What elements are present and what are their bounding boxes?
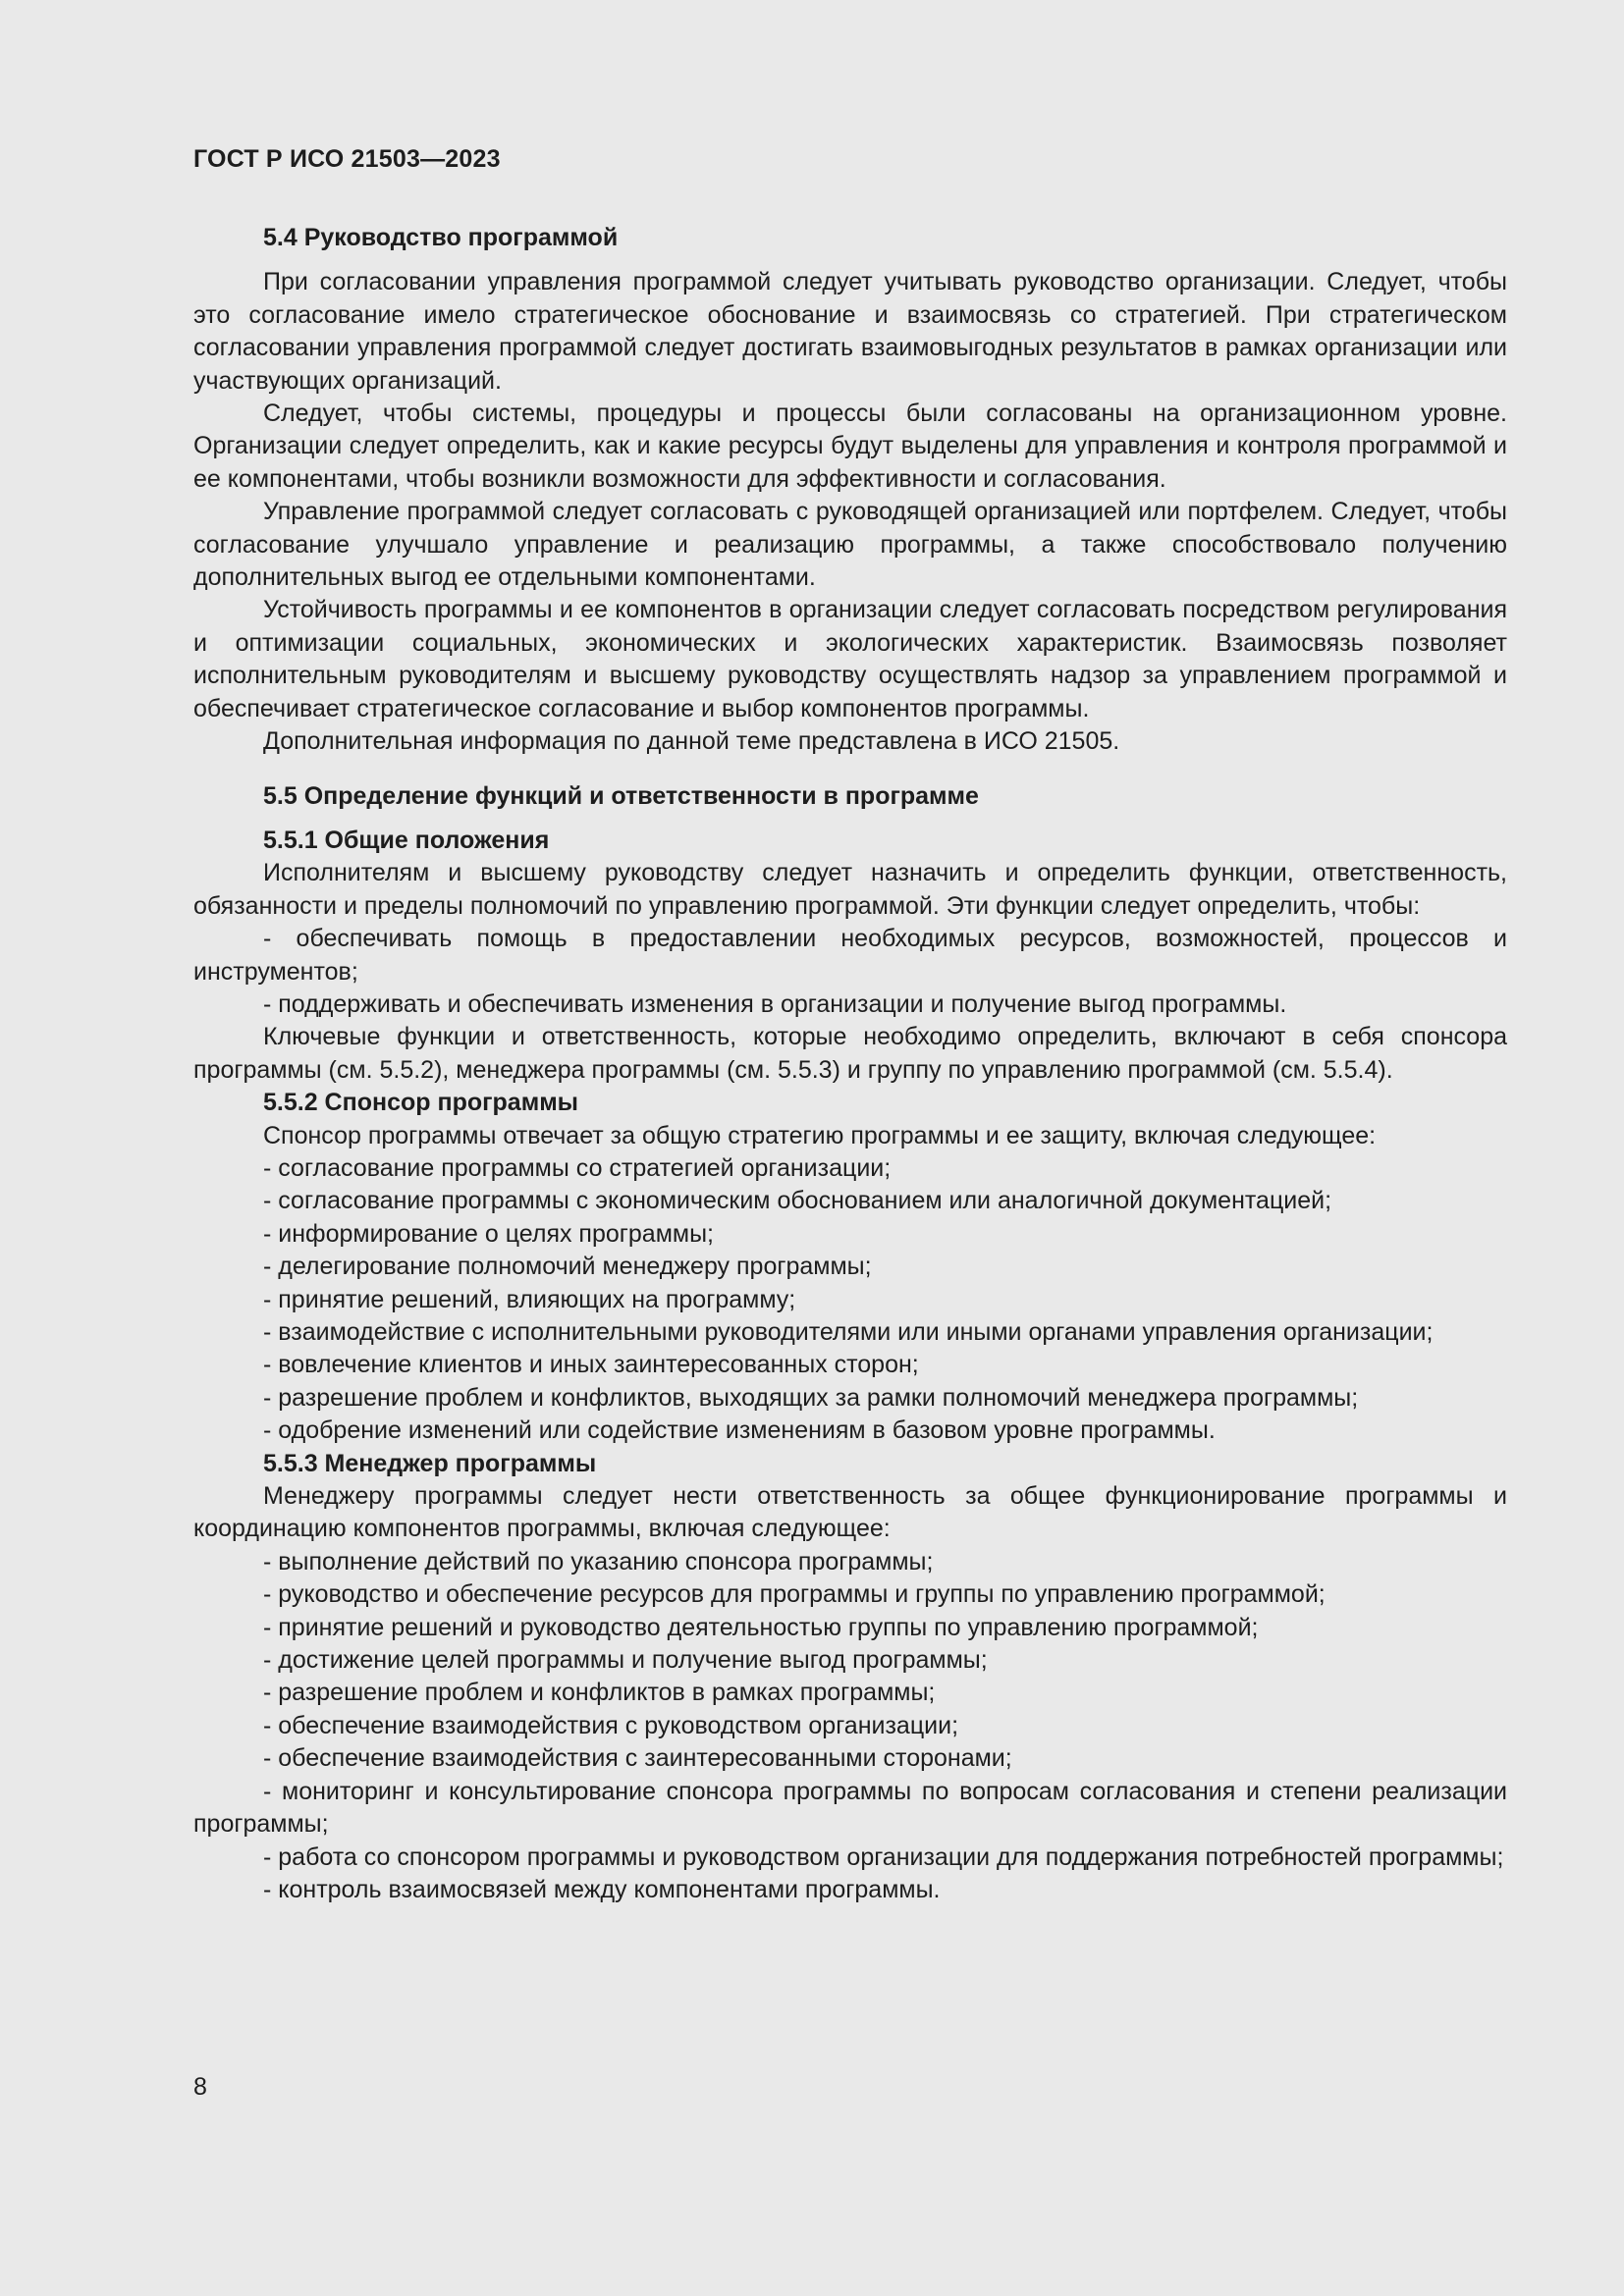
list-item: - поддерживать и обеспечивать изменения в организации и получение выгод программы. bbox=[263, 989, 1287, 1018]
paragraph: Управление программой следует согласовать с руководящей организацией или портфелем. Следует, чтобы согласование улучшало управление и реализацию программы, а также способствовало получению дополнительных выгод ее отдельными компонентами. bbox=[193, 498, 1507, 592]
paragraph: Исполнителям и высшему руководству следует назначить и определить функции, ответственность, обязанности и пределы полномочий по управлению программой. Эти функции следует определить, чтобы: bbox=[193, 859, 1507, 920]
list-item: - принятие решений и руководство деятельностью группы по управлению программой; bbox=[263, 1613, 1259, 1641]
list-item: - контроль взаимосвязей между компонентами программы. bbox=[263, 1875, 941, 1903]
list-item: - делегирование полномочий менеджеру программы; bbox=[263, 1253, 872, 1281]
list-5-5-2 bbox=[193, 1152, 1507, 1448]
list-item: - разрешение проблем и конфликтов, выходящих за рамки полномочий менеджера программы; bbox=[263, 1383, 1359, 1412]
paragraph: Дополнительная информация по данной теме представлена в ИСО 21505. bbox=[263, 727, 1120, 756]
list-item: - согласование программы с экономическим обоснованием или аналогичной документацией; bbox=[263, 1187, 1332, 1215]
list-item: - согласование программы со стратегией организации; bbox=[263, 1153, 892, 1182]
paragraph: При согласовании управления программой следует учитывать руководство организации. Следует, чтобы это согласование имело стратегическое обоснование и взаимосвязь со стратегией. При стратегическом согласовании управления программой следует достигать взаимовыгодных результатов в рамках организации или участвующих организаций. bbox=[193, 268, 1507, 395]
section-5-5-heading: 5.5 Определение функций и ответственности в программе bbox=[263, 781, 979, 810]
list-item: - обеспечение взаимодействия с руководством организации; bbox=[263, 1711, 959, 1739]
section-5-4-heading: 5.4 Руководство программой bbox=[263, 224, 619, 251]
page-number: 8 bbox=[193, 2073, 207, 2101]
list-item: - руководство и обеспечение ресурсов для программы и группы по управлению программой; bbox=[263, 1580, 1326, 1609]
list-item: - обеспечение взаимодействия с заинтересованными сторонами; bbox=[263, 1744, 1012, 1773]
list-item: - взаимодействие с исполнительными руководителями или иными органами управления организации; bbox=[263, 1318, 1434, 1346]
list-item: - выполнение действий по указанию спонсора программы; bbox=[263, 1547, 934, 1575]
list-5-5-1 bbox=[193, 923, 1507, 1021]
list-item: - информирование о целях программы; bbox=[263, 1219, 714, 1248]
list-item: - принятие решений, влияющих на программу; bbox=[263, 1285, 796, 1313]
paragraph: Устойчивость программы и ее компонентов в организации следует согласовать посредством регулирования и оптимизации социальных, экономических и экологических характеристик. Взаимосвязь позволяет исполнительным руководителям и высшему руководству осуществлять надзор за управлением программой и обеспечивает стратегическое согласование и выбор компонентов программы. bbox=[193, 596, 1507, 722]
document-header: ГОСТ Р ИСО 21503—2023 bbox=[193, 145, 501, 173]
list-item: - разрешение проблем и конфликтов в рамках программы; bbox=[263, 1679, 936, 1707]
list-item: - вовлечение клиентов и иных заинтересованных сторон; bbox=[263, 1351, 919, 1379]
list-item: - одобрение изменений или содействие изменениям в базовом уровне программы. bbox=[263, 1416, 1216, 1445]
paragraph: Следует, чтобы системы, процедуры и процессы были согласованы на организационном уровне. Организации следует определить, как и какие ресурсы будут выделены для управления и контроля программой и ее компонентами, чтобы возникли возможности для эффективности и согласования. bbox=[193, 400, 1507, 493]
document-body bbox=[193, 222, 1507, 1906]
list-5-5-3 bbox=[193, 1546, 1507, 1906]
paragraph: Спонсор программы отвечает за общую стратегию программы и ее защиту, включая следующее: bbox=[263, 1121, 1377, 1149]
section-5-5-1-heading: 5.5.1 Общие положения bbox=[263, 826, 550, 854]
paragraph: Менеджеру программы следует нести ответственность за общее функционирование программы и координацию компонентов программы, включая следующее: bbox=[193, 1482, 1507, 1543]
list-item: - обеспечивать помощь в предоставлении необходимых ресурсов, возможностей, процессов и инструментов; bbox=[193, 925, 1507, 986]
list-item: - мониторинг и консультирование спонсора программы по вопросам согласования и степени реализации программы; bbox=[193, 1777, 1507, 1839]
section-5-5-3-heading: 5.5.3 Менеджер программы bbox=[263, 1449, 597, 1477]
section-5-5-2-heading: 5.5.2 Спонсор программы bbox=[263, 1089, 579, 1117]
paragraph: Ключевые функции и ответственность, которые необходимо определить, включают в себя спонсора программы (см. 5.5.2), менеджера программы (см. 5.5.3) и группу по управлению программой (см. 5.5.4). bbox=[193, 1023, 1507, 1084]
list-item: - достижение целей программы и получение выгод программы; bbox=[263, 1646, 988, 1675]
list-item: - работа со спонсором программы и руководством организации для поддержания потребностей программы; bbox=[263, 1842, 1504, 1871]
